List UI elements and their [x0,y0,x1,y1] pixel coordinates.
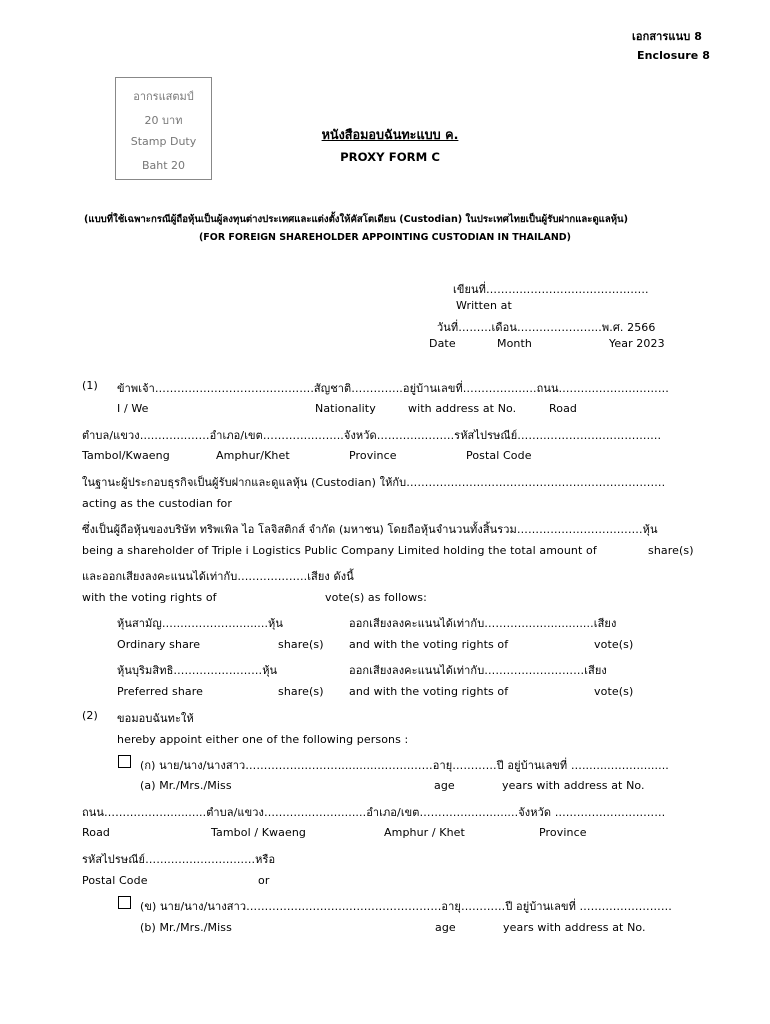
stamp-line-en: Stamp Duty [130,135,197,148]
custodian-line-en: acting as the custodian for [82,497,232,510]
postal-code-label: Postal Code [466,449,532,462]
proxy-province-label: Province [539,826,587,839]
voting-rights-label: with the voting rights of [82,591,217,604]
form-subtitle-en: (FOR FOREIGN SHAREHOLDER APPOINTING CUSTODIAN IN THAILAND) [198,232,571,243]
road-label: Road [549,402,578,415]
preferred-share-th: หุ้นบุริมสิทธิ……………………หุ้น [117,664,278,677]
proxy-b-label-en: (b) Mr./Mrs./Miss [140,921,232,934]
preferred-votes-th: ออกเสียงลงคะแนนได้เท่ากับ………………………เสียง [349,664,607,677]
preferred-vote-unit: vote(s) [594,685,634,698]
proxy-tambol-label: Tambol / Kwaeng [211,826,306,839]
nationality-label: Nationality [315,402,376,415]
section-1-number: (1) [82,379,98,392]
enclosure-label-th: เอกสารแนบ 8 [632,30,703,43]
amphur-label: Amphur/Khet [216,449,290,462]
stamp-line-th: อากรแสตมป์ [133,90,194,103]
written-at-en: Written at [456,299,512,312]
ordinary-vote-unit: vote(s) [594,638,634,651]
proxy-postal-th: รหัสไปรษณีย์……...……...……...…หรือ [82,853,276,866]
custodian-line-th: ในฐานะผู้ประกอบธุรกิจเป็นผู้รับฝากและดูแลหุ้น (Custodian) ให้กับ……………………………………………………………. [82,476,666,489]
proxy-b-line-th: (ข) นาย/นาง/นางสาว……………...……...…..…………………อายุ…………ปี อยู่บ้านเลขที่ …….……………… [140,900,672,913]
proxy-postal-en: Postal Code [82,874,148,887]
province-label: Province [349,449,397,462]
proxy-b-checkbox[interactable] [118,896,131,909]
ordinary-votes-th: ออกเสียงลงคะแนนได้เท่ากับ…………..….............เสียง [349,617,617,630]
proxy-a-address-label: years with address at No. [502,779,645,792]
year-label-en: Year 2023 [609,337,665,350]
preferred-votes-en: and with the voting rights of [349,685,509,698]
section-1-line1-th: ข้าพเจ้า…………………………………….สัญชาติ…………..อยู่บ้านเลขที่………………..ถนน.……...……..………… [117,382,669,395]
section-1-line2-th: ตำบล/แขวง…..……..……อำเภอ/เขต…………..……..จังหวัด………..……….รหัสไปรษณีย์……..……………………….… [82,429,662,442]
preferred-share-en: Preferred share [117,685,203,698]
shareholder-line-en: being a shareholder of Triple i Logistics Public Company Limited holding the total amount of [82,544,597,557]
form-title-th: หนังสือมอบฉันทะแบบ ค. [321,127,459,142]
proxy-a-label-en: (a) Mr./Mrs./Miss [140,779,232,792]
proxy-a-line-th: (ก) นาย/นาง/นางสาว……………….……...........……………อายุ…………ปี อยู่บ้านเลขที่ ….........……......... [140,759,669,772]
form-subtitle-th: (แบบที่ใช้เฉพาะกรณีผู้ถือหุ้นเป็นผู้ลงทุนต่างประเทศและแต่งตั้งให้คัสโตเดียน (Custodian) ในประเทศไทยเป็นผู้รับฝากและดูแลหุ้น) [84,214,629,225]
date-line-th: วันที่………เดือน…………………..พ.ศ. 2566 [437,321,656,334]
ordinary-votes-en: and with the voting rights of [349,638,509,651]
section-2-number: (2) [82,709,98,722]
i-we-label: I / We [117,402,149,415]
proxy-a-line2-th: ถนน…….…..……..........ตำบล/แขวง……..…..…..….......อำเภอ/เขต……….…...…........จังหวัด …….…………..……… [82,806,666,819]
proxy-b-age-label: age [435,921,456,934]
proxy-b-address-label: years with address at No. [503,921,646,934]
proxy-a-age-label: age [434,779,455,792]
proxy-or-label: or [258,874,270,887]
section-2-heading-en: hereby appoint either one of the following persons : [117,733,409,746]
enclosure-label-en: Enclosure 8 [637,49,711,62]
stamp-amount-th: 20 บาท [144,114,183,127]
stamp-amount-en: Baht 20 [141,159,186,172]
proxy-road-label: Road [82,826,111,839]
ordinary-share-th: หุ้นสามัญ…..…………….........หุ้น [117,617,284,630]
section-2-heading-th: ขอมอบฉันทะให้ [117,712,194,725]
address-label: with address at No. [408,402,517,415]
month-label-en: Month [497,337,532,350]
ordinary-shares-unit: share(s) [278,638,324,651]
proxy-a-checkbox[interactable] [118,755,131,768]
votes-line-th: และออกเสียงลงคะแนนได้เท่ากับ……..………..เสียง ดังนี้ [82,570,354,583]
proxy-amphur-label: Amphur / Khet [384,826,465,839]
shares-unit-label: share(s) [648,544,694,557]
tambol-label: Tambol/Kwaeng [82,449,170,462]
ordinary-share-en: Ordinary share [117,638,201,651]
date-label-en: Date [429,337,456,350]
form-title-en: PROXY FORM C [340,150,440,164]
votes-as-follows-label: vote(s) as follows: [325,591,427,604]
preferred-shares-unit: share(s) [278,685,324,698]
written-at-th: เขียนที่…………………………………….. [453,283,649,296]
shareholder-line-th: ซึ่งเป็นผู้ถือหุ้นของบริษัท ทริพเพิล ไอ โลจิสติกส์ จำกัด (มหาชน) โดยถือหุ้นจำนวนทั้งสิ้นรวม…………………………….หุ้น [82,523,658,536]
